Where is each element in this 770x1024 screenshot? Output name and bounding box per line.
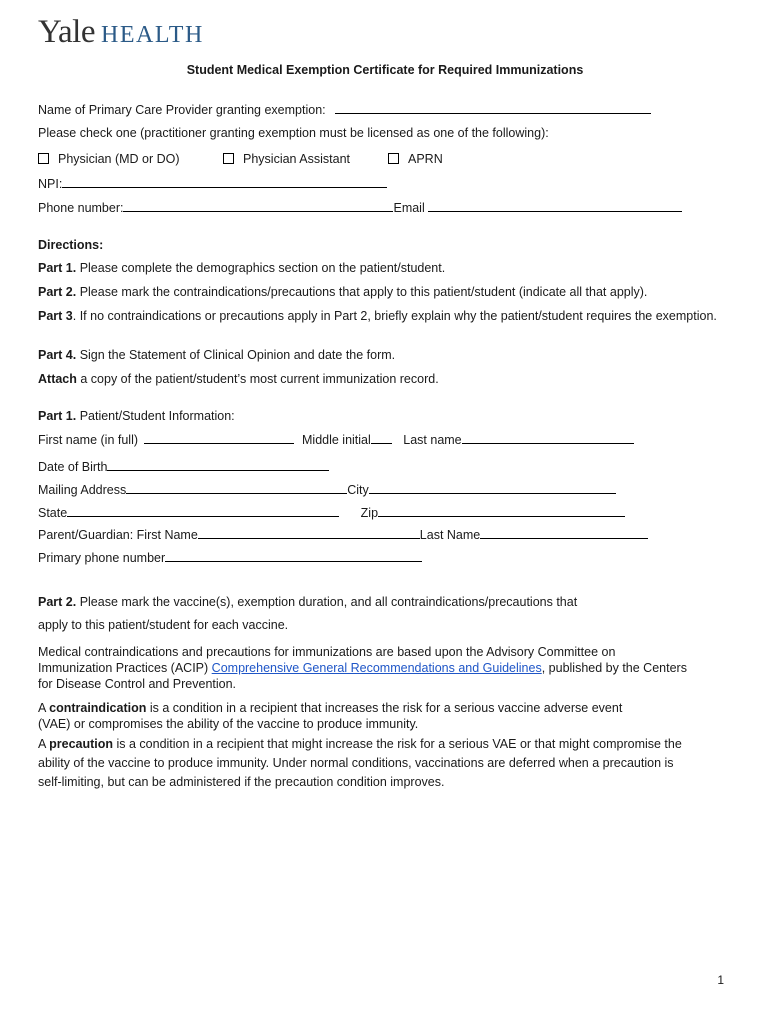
checkbox-md[interactable]: [38, 153, 49, 164]
license-instruction: Please check one (practitioner granting exemption must be licensed as one of the following):: [38, 126, 549, 140]
phone-label: Phone number:: [38, 201, 124, 215]
contact-row: [38, 200, 682, 215]
provider-name-row: [38, 102, 651, 117]
precaution-definition: [38, 735, 698, 792]
license-option-md[interactable]: [38, 152, 180, 166]
zip-field[interactable]: [378, 505, 625, 517]
provider-name-field[interactable]: [335, 102, 651, 114]
contraindication-term: contraindication: [49, 701, 147, 715]
direction-item: [38, 261, 445, 275]
direction-text: Please mark the contraindications/precautions that apply to this patient/student (indicate all that apply).: [76, 285, 648, 299]
license-option-aprn[interactable]: [388, 152, 443, 166]
dob-field[interactable]: [107, 459, 329, 471]
acip-paragraph: [38, 644, 693, 692]
email-field[interactable]: [428, 200, 682, 212]
acip-guidelines-link[interactable]: Comprehensive General Recommendations and Guidelines: [211, 661, 542, 675]
guardian-first-name-label: Parent/Guardian: First Name: [38, 528, 198, 542]
middle-initial-label: Middle initial: [302, 433, 371, 447]
checkbox-aprn[interactable]: [388, 153, 399, 164]
yale-health-logo: [38, 14, 204, 51]
direction-label: Part 3: [38, 309, 73, 323]
provider-name-label: Name of Primary Care Provider granting exemption:: [38, 103, 326, 117]
state-row: [38, 505, 625, 520]
part1-heading-label: Part 1.: [38, 409, 77, 423]
contra-prefix: A: [38, 701, 50, 715]
primary-phone-label: Primary phone number: [38, 551, 166, 565]
address-row: [38, 482, 616, 497]
prec-prefix: A: [38, 737, 50, 751]
direction-label: Part 2.: [38, 285, 77, 299]
part2-heading: [38, 595, 577, 609]
primary-phone-field[interactable]: [165, 550, 422, 562]
license-option-pa-label: Physician Assistant: [243, 152, 350, 166]
city-label: City: [347, 483, 369, 497]
checkbox-pa[interactable]: [223, 153, 234, 164]
dob-row: [38, 459, 329, 474]
acip-text-end: , published by the Centers for Disease Control and Prevention.: [38, 661, 687, 691]
zip-label: Zip: [360, 506, 379, 520]
mailing-address-label: Mailing Address: [38, 483, 127, 497]
page-number: 1: [717, 973, 724, 987]
part2-heading-label: Part 2.: [38, 595, 77, 609]
last-name-field[interactable]: [462, 432, 634, 444]
city-field[interactable]: [369, 482, 616, 494]
contraindication-text: is a condition in a recipient that increases the risk for a serious vaccine adverse event (VAE) or compromises the ability of the vaccine to produce immunity.: [38, 701, 623, 731]
npi-row: [38, 176, 387, 191]
license-option-pa[interactable]: [223, 152, 350, 166]
direction-text: . If no contraindications or precautions apply in Part 2, briefly explain why the patient/student requires the exemption.: [72, 309, 717, 323]
guardian-last-name-label: Last Name: [419, 528, 481, 542]
guardian-first-name-field[interactable]: [198, 527, 420, 539]
guardian-last-name-field[interactable]: [480, 527, 648, 539]
primary-phone-row: [38, 550, 422, 565]
direction-text: a copy of the patient/student’s most current immunization record.: [76, 372, 439, 386]
middle-initial-field[interactable]: [371, 432, 392, 444]
email-label: Email: [393, 201, 425, 215]
part1-heading: [38, 409, 235, 423]
direction-label: Part 4.: [38, 348, 77, 362]
mailing-address-field[interactable]: [126, 482, 347, 494]
direction-label: Attach: [38, 372, 77, 386]
directions-heading: Directions:: [38, 238, 104, 252]
npi-label: NPI:: [38, 177, 63, 191]
license-option-md-label: Physician (MD or DO): [58, 152, 180, 166]
logo-name: Yale: [38, 14, 95, 50]
contraindication-definition: [38, 700, 648, 732]
direction-item: [38, 285, 647, 299]
precaution-term: precaution: [49, 737, 114, 751]
first-name-field[interactable]: [144, 432, 294, 444]
direction-label: Part 1.: [38, 261, 77, 275]
part2-heading-cont: apply to this patient/student for each vaccine.: [38, 618, 289, 632]
state-label: State: [38, 506, 68, 520]
last-name-label: Last name: [403, 433, 462, 447]
state-field[interactable]: [67, 505, 339, 517]
dob-label: Date of Birth: [38, 460, 108, 474]
precaution-text: is a condition in a recipient that might increase the risk for a serious VAE or that might compromise the ability of the vaccine to produce immunity. Under normal conditions, vaccinations are deferred when a precaution is self-limiting, but can be administered if the precaution condition improves.: [38, 737, 682, 789]
logo-sub: HEALTH: [101, 22, 204, 48]
direction-item: [38, 308, 728, 324]
direction-text: Please complete the demographics section on the patient/student.: [76, 261, 446, 275]
npi-field[interactable]: [62, 176, 387, 188]
part1-heading-text: Patient/Student Information:: [76, 409, 235, 423]
acip-text: Medical contraindications and precautions for immunizations are based upon the Advisory Committee on Immunization Practices (ACIP): [38, 645, 616, 675]
direction-item: [38, 348, 395, 362]
document-title: Student Medical Exemption Certificate for Required Immunizations: [186, 63, 584, 77]
license-option-aprn-label: APRN: [408, 152, 443, 166]
first-name-label: First name (in full): [38, 433, 139, 447]
direction-item: [38, 372, 439, 386]
direction-text: Sign the Statement of Clinical Opinion and date the form.: [76, 348, 396, 362]
part2-heading-text: Please mark the vaccine(s), exemption duration, and all contraindications/precautions that: [76, 595, 578, 609]
name-row: [38, 432, 634, 447]
guardian-row: [38, 527, 648, 542]
phone-field[interactable]: [123, 200, 393, 212]
